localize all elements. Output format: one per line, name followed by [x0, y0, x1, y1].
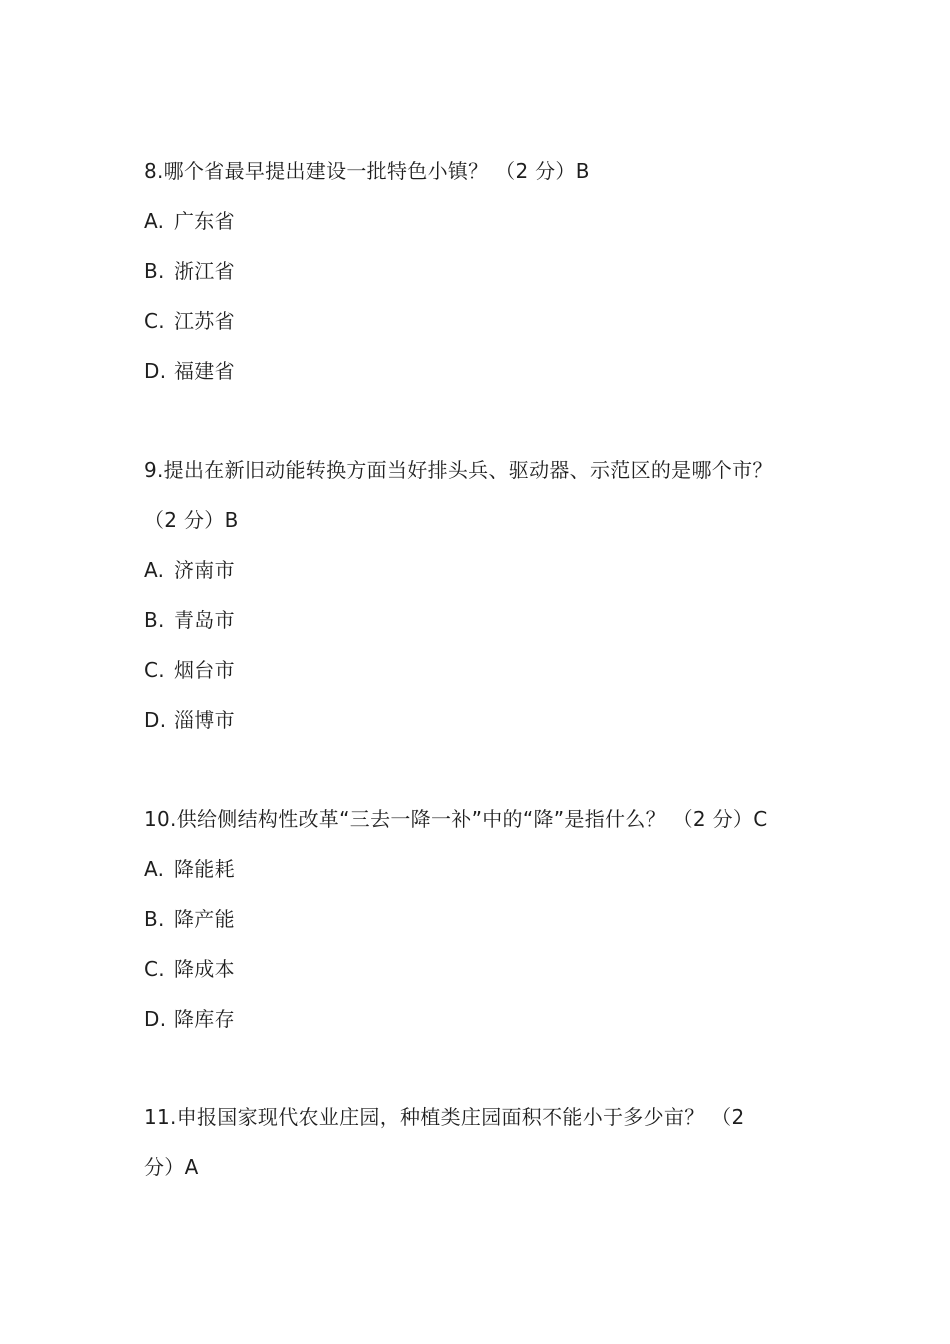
question-8-option-d: [144, 358, 235, 384]
question-10-text: 10.供给侧结构性改革“三去一降一补”中的“降”是指什么？ （2 分）C: [144, 807, 768, 831]
question-9-text: 9.提出在新旧动能转换方面当好排头兵、驱动器、示范区的是哪个市？: [144, 458, 773, 482]
question-8-option-b: [144, 258, 235, 284]
option-text: 广东省: [174, 209, 235, 233]
question-10-option-b: [144, 906, 235, 932]
option-letter: A.: [144, 857, 165, 881]
option-text: 浙江省: [174, 259, 235, 283]
option-letter: D.: [144, 708, 167, 732]
option-letter: A.: [144, 209, 165, 233]
option-text: 福建省: [174, 359, 235, 383]
question-10-option-a: [144, 856, 235, 882]
question-11-text-continued: 分）A: [144, 1155, 199, 1179]
option-letter: B.: [144, 608, 165, 632]
option-text: 济南市: [174, 558, 235, 582]
option-letter: B.: [144, 259, 165, 283]
option-letter: C.: [144, 957, 165, 981]
option-letter: A.: [144, 558, 165, 582]
question-8-option-c: [144, 308, 235, 334]
option-text: 淄博市: [174, 708, 235, 732]
option-letter: C.: [144, 309, 165, 333]
question-10-option-c: [144, 956, 235, 982]
option-text: 降成本: [174, 957, 235, 981]
option-text: 降库存: [174, 1007, 235, 1031]
question-8-option-a: [144, 208, 235, 234]
option-letter: D.: [144, 1007, 167, 1031]
question-9-option-c: [144, 657, 235, 683]
question-10-option-d: [144, 1006, 235, 1032]
question-9-option-a: [144, 557, 235, 583]
option-text: 青岛市: [174, 608, 235, 632]
question-9-text-continued: （2 分）B: [144, 508, 239, 532]
option-text: 江苏省: [174, 309, 235, 333]
option-letter: C.: [144, 658, 165, 682]
option-text: 降能耗: [174, 857, 235, 881]
question-8-text: 8.哪个省最早提出建设一批特色小镇？ （2 分）B: [144, 159, 590, 183]
question-9-option-d: [144, 707, 235, 733]
option-text: 烟台市: [174, 658, 235, 682]
question-9-option-b: [144, 607, 235, 633]
option-text: 降产能: [174, 907, 235, 931]
option-letter: B.: [144, 907, 165, 931]
question-11-text: 11.申报国家现代农业庄园，种植类庄园面积不能小于多少亩？ （2: [144, 1105, 745, 1129]
option-letter: D.: [144, 359, 167, 383]
